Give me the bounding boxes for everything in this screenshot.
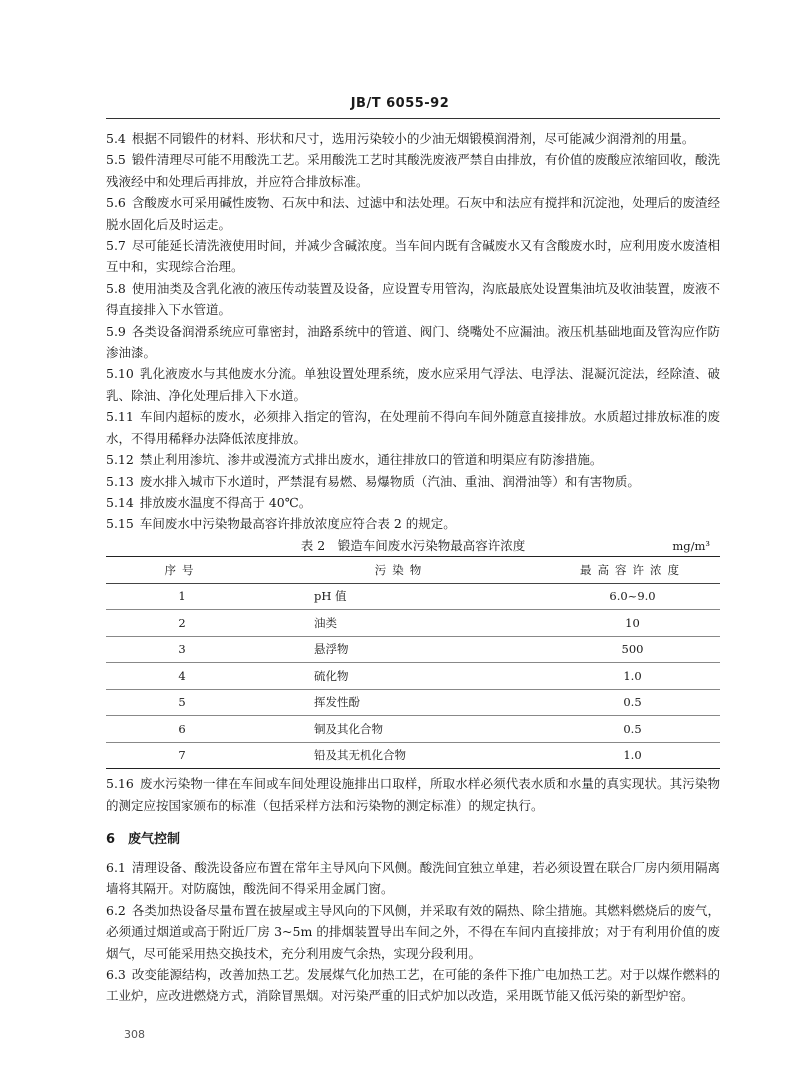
paragraph-number: 5.14 bbox=[106, 494, 134, 510]
paragraph-text: 含酸废水可采用碱性废物、石灰中和法、过滤中和法处理。石灰中和法应有搅拌和沉淀池，处理后的废渣经脱水固化后及时运走。 bbox=[106, 195, 720, 232]
page-number: 308 bbox=[124, 1028, 145, 1041]
cell-max-concentration: 0.5 bbox=[545, 689, 720, 716]
paragraph-5-5 bbox=[106, 149, 720, 192]
col-header-max-concentration: 最高容许浓度 bbox=[545, 556, 720, 583]
paragraph-5-13 bbox=[106, 471, 720, 492]
cell-pollutant: 铜及其化合物 bbox=[258, 716, 545, 743]
paragraph-text: 尽可能延长清洗液使用时间，并减少含碱浓度。当车间内既有含碱废水又有含酸废水时，应利用废水废渣相互中和，实现综合治理。 bbox=[106, 238, 720, 275]
paragraph-5-6 bbox=[106, 192, 720, 235]
paragraph-text: 禁止利用渗坑、渗井或漫流方式排出废水，通往排放口的管道和明渠应有防渗措施。 bbox=[139, 452, 603, 468]
paragraph-number: 5.7 bbox=[106, 238, 126, 254]
paragraph-5-12 bbox=[106, 449, 720, 470]
paragraph-6-3 bbox=[106, 964, 720, 1007]
paragraph-number: 5.9 bbox=[106, 323, 126, 339]
paragraph-text: 乳化液废水与其他废水分流。单独设置处理系统，废水应采用气浮法、电浮法、混凝沉淀法，经除渣、破乳、除油、净化处理后排入下水道。 bbox=[106, 366, 720, 403]
cell-pollutant: 硫化物 bbox=[258, 663, 545, 690]
table-2-unit: mg/m³ bbox=[672, 538, 710, 553]
cell-pollutant: pH 值 bbox=[258, 583, 545, 610]
paragraph-number: 5.16 bbox=[106, 776, 134, 792]
cell-index: 7 bbox=[178, 748, 186, 763]
paragraph-text: 改变能源结构，改善加热工艺。发展煤气化加热工艺，在可能的条件下推广电加热工艺。对于以煤作燃料的工业炉，应改进燃烧方式，消除冒黑烟。对污染严重的旧式炉加以改造，采用既节能又低污染的新型炉窑。 bbox=[106, 967, 720, 1004]
cell-index: 3 bbox=[106, 636, 258, 663]
table-row bbox=[106, 610, 720, 637]
paragraph-5-14 bbox=[106, 492, 720, 513]
paragraph-number: 5.10 bbox=[106, 366, 134, 382]
paragraph-text: 锻件清理尽可能不用酸洗工艺。采用酸洗工艺时其酸洗废液严禁自由排放，有价值的废酸应浓缩回收，酸洗残液经中和处理后再排放，并应符合排放标准。 bbox=[106, 152, 720, 189]
paragraph-6-1 bbox=[106, 857, 720, 900]
cell-max-concentration: 0.5 bbox=[545, 716, 720, 743]
cell-index: 1 bbox=[106, 583, 258, 610]
paragraph-number: 5.6 bbox=[106, 195, 126, 211]
cell-pollutant: 悬浮物 bbox=[258, 636, 545, 663]
paragraph-5-4 bbox=[106, 128, 720, 149]
paragraph-5-15 bbox=[106, 513, 720, 534]
paragraph-number: 6.2 bbox=[106, 902, 126, 918]
paragraph-text: 各类设备润滑系统应可靠密封，油路系统中的管道、阀门、绕嘴处不应漏油。液压机基础地面及管沟应作防渗油漆。 bbox=[106, 323, 720, 361]
cell-index: 2 bbox=[106, 610, 258, 637]
paragraph-text: 清理设备、酸洗设备应布置在常年主导风向下风侧。酸洗间宜独立单建，若必须设置在联合厂房内须用隔离墙将其隔开。对防腐蚀，酸洗间不得采用金属门窗。 bbox=[106, 860, 720, 897]
cell-pollutant: 挥发性酚 bbox=[258, 689, 545, 716]
paragraph-text: 各类加热设备尽量布置在披屋或主导风向的下风侧，并采取有效的隔热、除尘措施。其燃料燃烧后的废气，必须通过烟道或高于附近厂房 3~5m 的排烟装置导出车间之外，不得在车间内直接排放；对于有利用价值的废烟气，尽可能采用热交换技术，充分利用废气余热，实现分段利用。 bbox=[106, 902, 720, 961]
cell-max-concentration: 1.0 bbox=[545, 663, 720, 690]
paragraph-5-8 bbox=[106, 278, 720, 321]
paragraph-5-16 bbox=[106, 773, 720, 816]
paragraph-number: 5.11 bbox=[106, 409, 134, 425]
cell-index: 4 bbox=[106, 663, 258, 690]
cell-max-concentration: 6.0~9.0 bbox=[545, 583, 720, 610]
cell-pollutant: 铅及其无机化合物 bbox=[314, 748, 406, 763]
paragraph-number: 5.4 bbox=[106, 131, 126, 146]
cell-max-concentration: 500 bbox=[545, 636, 720, 663]
col-header-index: 序号 bbox=[106, 556, 258, 583]
cell-index: 6 bbox=[106, 716, 258, 743]
paragraph-text: 车间内超标的废水，必须排入指定的管沟，在处理前不得向车间外随意直接排放。水质超过排放标准的废水，不得用稀释办法降低浓度排放。 bbox=[106, 409, 720, 446]
cell-index: 5 bbox=[106, 689, 258, 716]
paragraph-text: 废水排入城市下水道时，严禁混有易燃、易爆物质（汽油、重油、润滑油等）和有害物质。 bbox=[139, 473, 640, 489]
paragraph-5-7 bbox=[106, 235, 720, 278]
paragraph-number: 5.8 bbox=[106, 280, 126, 296]
table-row bbox=[106, 742, 720, 769]
document-header: JB/T 6055-92 bbox=[350, 96, 450, 111]
paragraph-text: 车间废水中污染物最高容许排放浓度应符合表 2 的规定。 bbox=[139, 516, 456, 532]
header-rule bbox=[106, 118, 720, 119]
paragraph-number: 5.15 bbox=[106, 516, 134, 532]
paragraph-number: 5.5 bbox=[106, 152, 126, 168]
paragraphs-bottom bbox=[106, 857, 720, 1007]
cell-max-concentration: 10 bbox=[545, 610, 720, 637]
table-header-row bbox=[106, 556, 720, 583]
table-2-caption bbox=[106, 536, 720, 556]
paragraph-number: 6.1 bbox=[106, 860, 126, 876]
paragraph-text: 使用油类及含乳化液的液压传动装置及设备，应设置专用管沟，沟底最底处设置集油坑及收油装置，废液不得直接排入下水管道。 bbox=[106, 280, 720, 318]
paragraph-text: 排放废水温度不得高于 40℃。 bbox=[139, 494, 312, 510]
paragraph-6-2 bbox=[106, 900, 720, 964]
table-row bbox=[106, 636, 720, 663]
cell-pollutant: 油类 bbox=[258, 610, 545, 637]
paragraph-number: 5.12 bbox=[106, 452, 134, 468]
table-2 bbox=[106, 556, 720, 770]
cell-max-concentration: 1.0 bbox=[623, 748, 642, 763]
table-2-title: 表 2 锻造车间废水污染物最高容许浓度 bbox=[300, 537, 526, 553]
paragraph-5-11 bbox=[106, 406, 720, 449]
page-content bbox=[106, 128, 720, 1007]
table-row bbox=[106, 583, 720, 610]
table-row bbox=[106, 689, 720, 716]
paragraph-text: 废水污染物一律在车间或车间处理设施排出口取样，所取水样必须代表水质和水量的真实现状。其污染物的测定应按国家颁布的标准（包括采样方法和污染物的测定标准）的规定执行。 bbox=[106, 776, 720, 813]
section-heading-6: 6 废气控制 bbox=[106, 832, 181, 848]
paragraph-text: 根据不同锻件的材料、形状和尺寸，选用污染较小的少油无烟锻模润滑剂，尽可能减少润滑剂的用量。 bbox=[131, 131, 695, 146]
paragraph-5-10 bbox=[106, 363, 720, 406]
paragraphs-top bbox=[106, 128, 720, 535]
col-header-pollutant: 污染物 bbox=[258, 556, 545, 583]
paragraph-5-9 bbox=[106, 321, 720, 364]
table-row bbox=[106, 663, 720, 690]
paragraph-number: 5.13 bbox=[106, 473, 134, 489]
paragraph-number: 6.3 bbox=[106, 967, 126, 983]
table-row bbox=[106, 716, 720, 743]
